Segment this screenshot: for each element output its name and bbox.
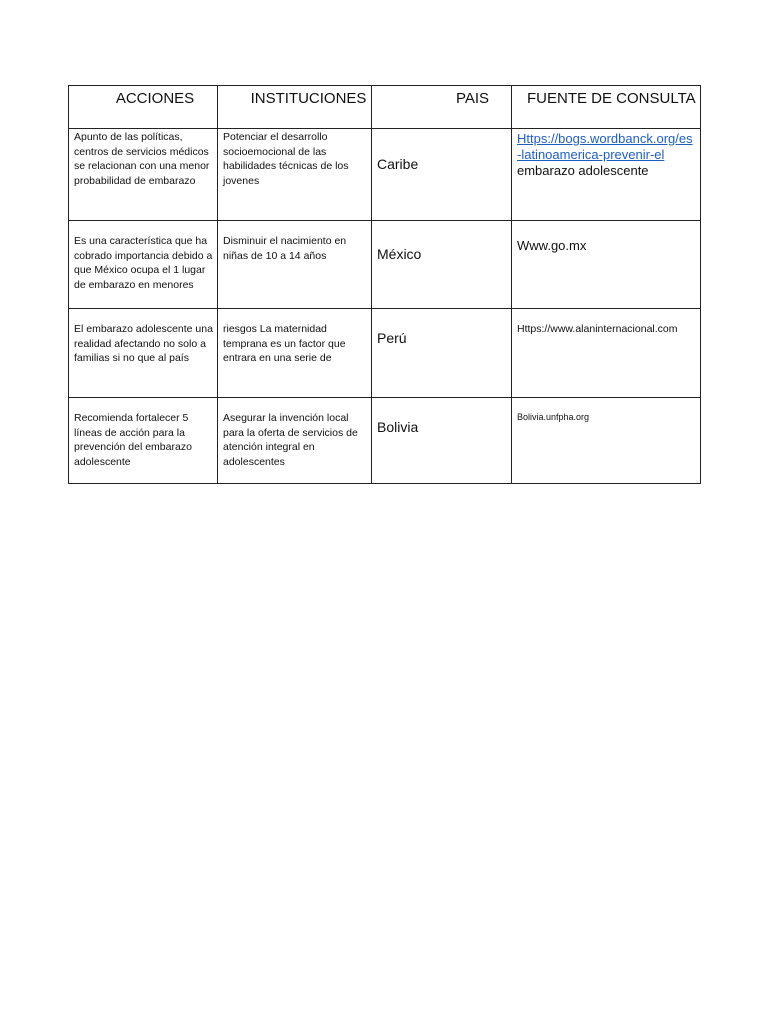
table-header-row (69, 86, 701, 129)
cell-fuente (512, 129, 701, 221)
cell-instituciones: riesgos La maternidad temprana es un factor que entrara en una serie de (218, 309, 372, 398)
cell-pais: México (372, 221, 512, 309)
header-acciones: ACCIONES (69, 86, 218, 129)
cell-instituciones: Potenciar el desarrollo socioemocional de las habilidades técnicas de los jovenes (218, 129, 372, 221)
table-row (69, 221, 701, 309)
table-row (69, 309, 701, 398)
cell-pais: Caribe (372, 129, 512, 221)
cell-acciones: Es una característica que ha cobrado importancia debido a que México ocupa el 1 lugar de embarazo en menores (69, 221, 218, 309)
table-row (69, 129, 701, 221)
cell-pais: Perú (372, 309, 512, 398)
cell-fuente (512, 309, 701, 398)
cell-fuente (512, 398, 701, 484)
cell-acciones: Apunto de las políticas, centros de servicios médicos se relacionan con una menor probabilidad de embarazo (69, 129, 218, 221)
table-row (69, 398, 701, 484)
sources-table (68, 85, 701, 484)
source-text: Bolivia.unfpha.org (517, 412, 590, 422)
cell-fuente (512, 221, 701, 309)
cell-acciones: El embarazo adolescente una realidad afectando no solo a familias si no que al país (69, 309, 218, 398)
source-text: Https://www.alaninternacional.com (517, 323, 678, 335)
header-instituciones: INSTITUCIONES (218, 86, 372, 129)
header-pais: PAIS (372, 86, 512, 129)
cell-acciones: Recomienda fortalecer 5 líneas de acción para la prevención del embarazo adolescente (69, 398, 218, 484)
source-text: Www.go.mx (517, 238, 587, 253)
cell-instituciones: Disminuir el nacimiento en niñas de 10 a 14 años (218, 221, 372, 309)
source-text: embarazo adolescente (517, 163, 649, 178)
source-link[interactable]: Https://bogs.wordbanck.org/es-latinoamerica-prevenir-el (517, 131, 693, 162)
cell-pais: Bolivia (372, 398, 512, 484)
header-fuente: FUENTE DE CONSULTA (512, 86, 701, 129)
cell-instituciones: Asegurar la invención local para la oferta de servicios de atención integral en adolescentes (218, 398, 372, 484)
